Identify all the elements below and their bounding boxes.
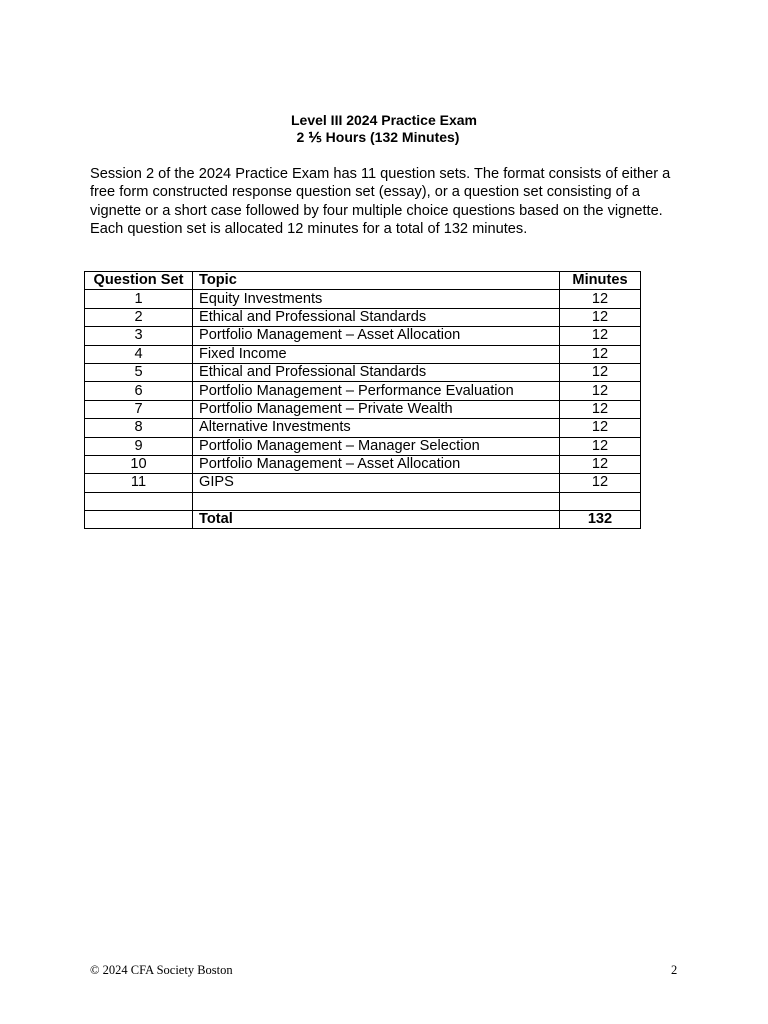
table-row bbox=[85, 437, 641, 455]
total-set-cell bbox=[85, 511, 193, 529]
minutes-cell: 12 bbox=[560, 345, 641, 363]
topic-cell: GIPS bbox=[193, 474, 560, 492]
topic-cell: Alternative Investments bbox=[193, 419, 560, 437]
column-header-minutes: Minutes bbox=[560, 272, 641, 290]
table-header-row bbox=[85, 272, 641, 290]
minutes-cell: 12 bbox=[560, 437, 641, 455]
table-row bbox=[85, 345, 641, 363]
table-row bbox=[85, 290, 641, 308]
topic-cell: Portfolio Management – Asset Allocation bbox=[193, 455, 560, 473]
topic-cell: Portfolio Management – Private Wealth bbox=[193, 400, 560, 418]
minutes-cell: 12 bbox=[560, 455, 641, 473]
intro-paragraph: Session 2 of the 2024 Practice Exam has 11 question sets. The format consists of either a free form constructed response question set (essay), or a question set consisting of a vignette or a short case followed by four multiple choice questions based on the vignette. Each question set is allocated 12 minutes for a total of 132 minutes. bbox=[90, 166, 671, 237]
minutes-cell: 12 bbox=[560, 327, 641, 345]
question-set-cell: 11 bbox=[85, 474, 193, 492]
topic-cell: Ethical and Professional Standards bbox=[193, 363, 560, 381]
question-set-cell: 7 bbox=[85, 400, 193, 418]
exam-duration: 2 ⅕ Hours (132 Minutes) bbox=[296, 129, 460, 145]
question-set-cell: 5 bbox=[85, 363, 193, 381]
topic-cell: Portfolio Management – Performance Evaluation bbox=[193, 382, 560, 400]
question-set-cell: 4 bbox=[85, 345, 193, 363]
table-row bbox=[85, 382, 641, 400]
minutes-cell: 12 bbox=[560, 400, 641, 418]
minutes-cell bbox=[560, 492, 641, 510]
table-row bbox=[85, 419, 641, 437]
minutes-cell: 12 bbox=[560, 363, 641, 381]
question-set-cell: 3 bbox=[85, 327, 193, 345]
table-row bbox=[85, 363, 641, 381]
column-header-question-set: Question Set bbox=[85, 272, 193, 290]
minutes-cell: 12 bbox=[560, 419, 641, 437]
page-number: 2 bbox=[671, 963, 678, 977]
topic-cell: Ethical and Professional Standards bbox=[193, 308, 560, 326]
question-set-table bbox=[84, 271, 641, 529]
topic-cell: Portfolio Management – Asset Allocation bbox=[193, 327, 560, 345]
column-header-topic: Topic bbox=[193, 272, 560, 290]
question-set-cell: 6 bbox=[85, 382, 193, 400]
table-row-empty bbox=[85, 492, 641, 510]
table-row bbox=[85, 327, 641, 345]
topic-cell: Fixed Income bbox=[193, 345, 560, 363]
minutes-cell: 12 bbox=[560, 308, 641, 326]
table-row bbox=[85, 474, 641, 492]
table-row bbox=[85, 455, 641, 473]
exam-title: Level III 2024 Practice Exam bbox=[290, 112, 477, 128]
question-set-cell bbox=[85, 492, 193, 510]
minutes-cell: 12 bbox=[560, 382, 641, 400]
table-total-row bbox=[85, 511, 641, 529]
topic-cell: Portfolio Management – Manager Selection bbox=[193, 437, 560, 455]
total-label: Total bbox=[193, 511, 560, 529]
minutes-cell: 12 bbox=[560, 290, 641, 308]
question-set-cell: 8 bbox=[85, 419, 193, 437]
table-row bbox=[85, 308, 641, 326]
footer-copyright: © 2024 CFA Society Boston bbox=[90, 963, 233, 977]
total-minutes: 132 bbox=[560, 511, 641, 529]
question-set-cell: 10 bbox=[85, 455, 193, 473]
question-set-cell: 9 bbox=[85, 437, 193, 455]
table-row bbox=[85, 400, 641, 418]
question-set-cell: 1 bbox=[85, 290, 193, 308]
topic-cell: Equity Investments bbox=[193, 290, 560, 308]
question-set-cell: 2 bbox=[85, 308, 193, 326]
topic-cell bbox=[193, 492, 560, 510]
minutes-cell: 12 bbox=[560, 474, 641, 492]
